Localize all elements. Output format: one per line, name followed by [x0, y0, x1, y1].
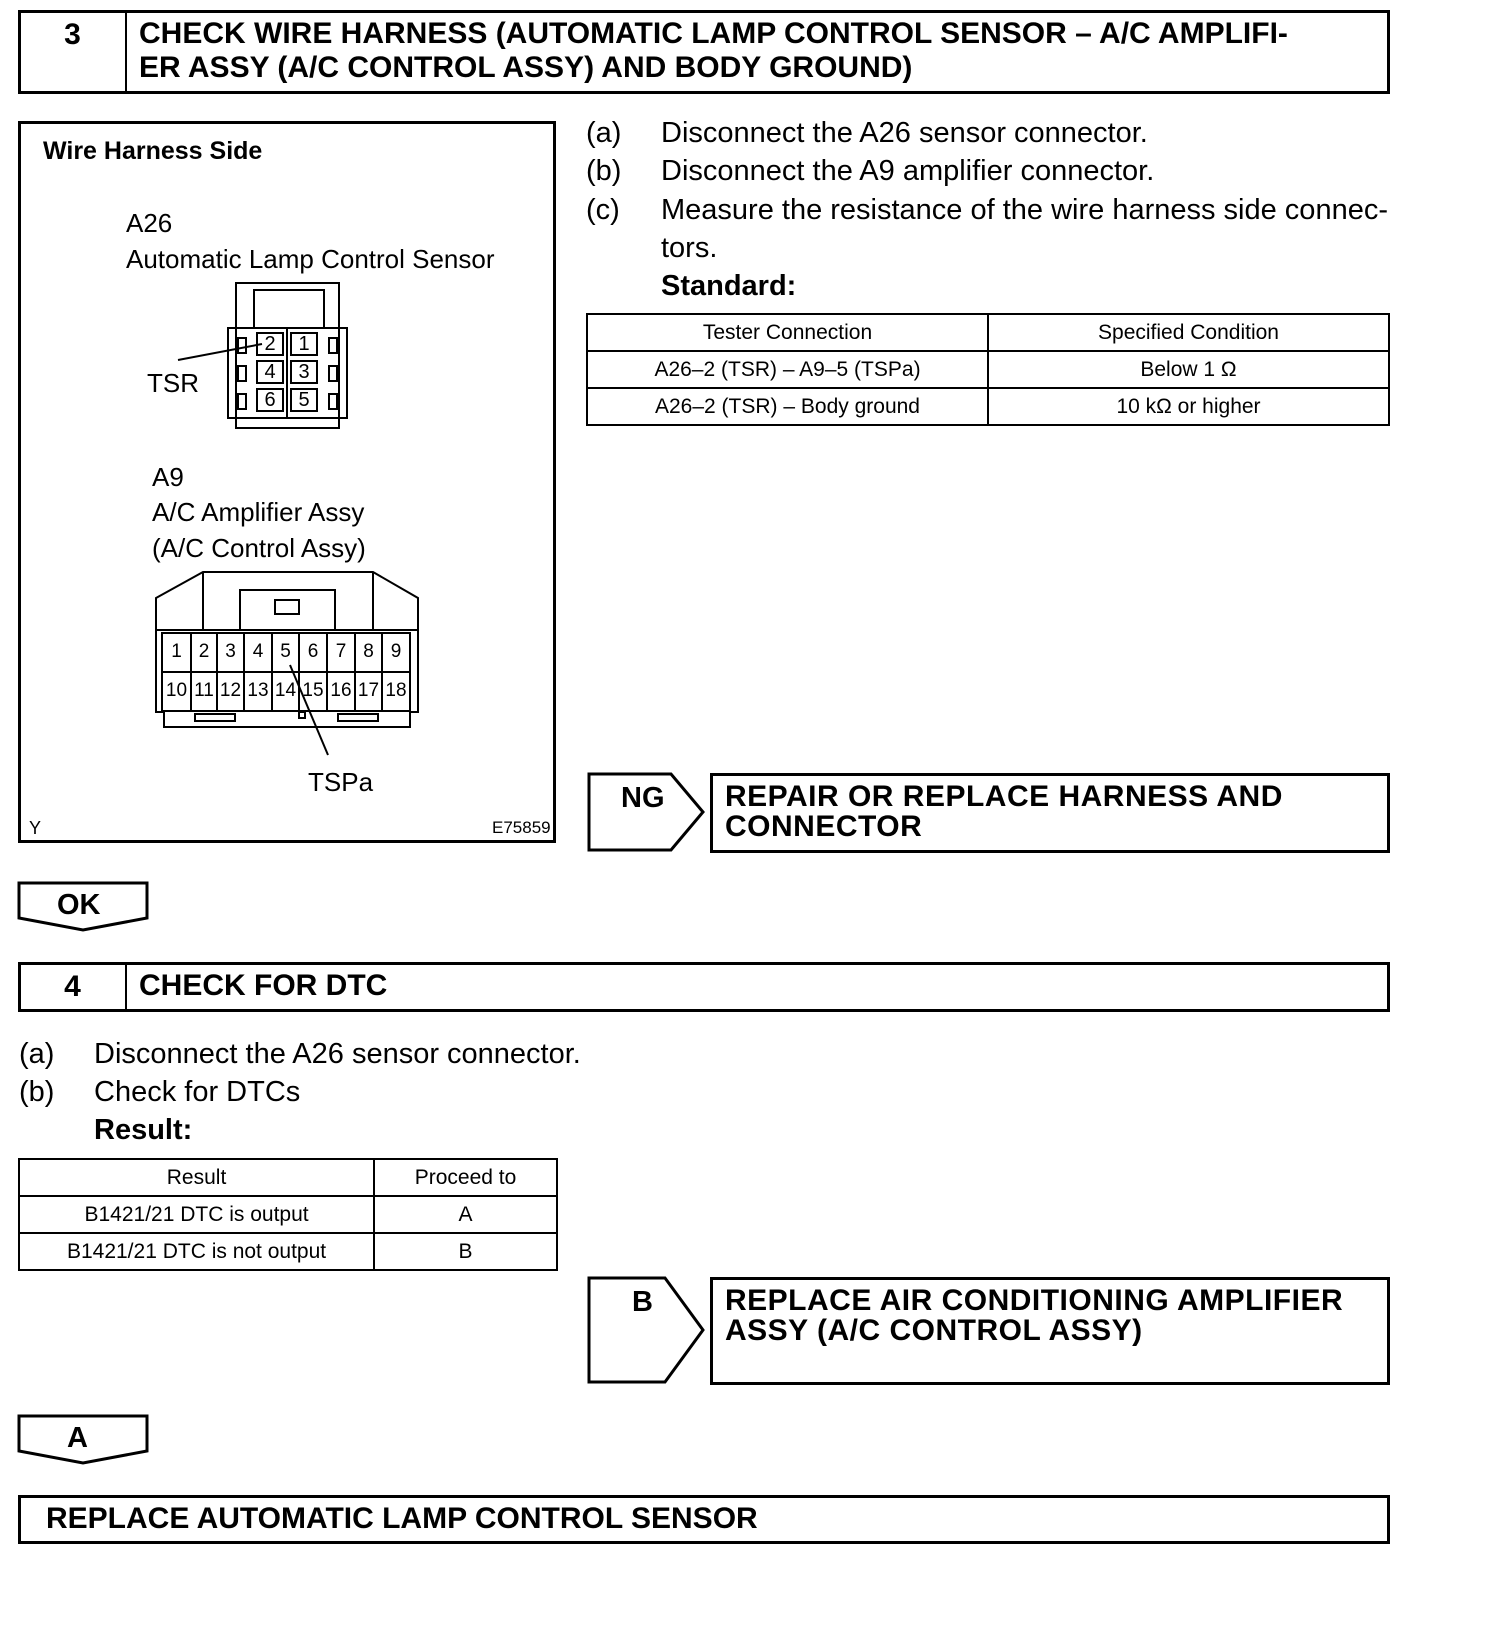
figure-corner-left: Y [29, 818, 42, 838]
a9-pin: 6 [307, 641, 319, 662]
figure-heading: Wire Harness Side [43, 137, 263, 165]
table-cell: B [374, 1233, 557, 1270]
a26-pin: 6 [264, 389, 276, 411]
result-label: Result: [94, 1114, 193, 1146]
table-header: Specified Condition [988, 314, 1389, 351]
step3-a-tag: (a) [586, 117, 622, 149]
a26-pin: 1 [298, 333, 310, 355]
a9-pin: 7 [335, 641, 347, 662]
step3-number: 3 [64, 18, 81, 51]
b-label: B [632, 1286, 653, 1318]
a9-pin: 5 [280, 641, 291, 662]
ng-action-line2: CONNECTOR [725, 810, 923, 843]
step4-header-divider [125, 964, 127, 1010]
step3-title-line1: CHECK WIRE HARNESS (AUTOMATIC LAMP CONTROL SENSOR – A/C AMPLIFI- [139, 17, 1288, 50]
table-cell: A [374, 1196, 557, 1233]
table-cell: B1421/21 DTC is output [19, 1196, 374, 1233]
a26-connector-diagram [0, 0, 560, 840]
a9-pin: 13 [247, 680, 269, 701]
step3-title-line2: ER ASSY (A/C CONTROL ASSY) AND BODY GROUND) [139, 51, 913, 84]
a9-pin: 12 [219, 680, 242, 701]
table-header: Result [19, 1159, 374, 1196]
b-action-line1: REPLACE AIR CONDITIONING AMPLIFIER [725, 1284, 1344, 1317]
step4-b-text: Check for DTCs [94, 1076, 301, 1108]
a26-pin: 4 [264, 361, 276, 383]
a9-pin: 11 [194, 680, 214, 701]
ok-label: OK [57, 889, 101, 921]
a-label: A [67, 1422, 88, 1454]
step4-title: CHECK FOR DTC [139, 969, 388, 1002]
a9-pin: 15 [302, 680, 324, 701]
step4-b-tag: (b) [19, 1076, 55, 1108]
a9-pin: 16 [330, 680, 352, 701]
table-header: Tester Connection [587, 314, 988, 351]
tsr-label: TSR [147, 368, 199, 398]
a9-name: A/C Amplifier Assy [152, 497, 365, 527]
step4-a-tag: (a) [19, 1038, 55, 1070]
table-header-row [19, 1159, 557, 1196]
a26-name: Automatic Lamp Control Sensor [126, 244, 495, 274]
a9-pin: 9 [390, 641, 402, 662]
a9-name-2: (A/C Control Assy) [152, 533, 366, 563]
a26-code: A26 [126, 208, 173, 238]
a9-pin: 18 [385, 680, 407, 701]
table-cell: Below 1 Ω [988, 351, 1389, 388]
a9-pin: 4 [252, 641, 264, 662]
step4-number: 4 [64, 970, 81, 1003]
figure-id: E75859 [492, 818, 551, 837]
table-cell: 10 kΩ or higher [988, 388, 1389, 425]
step3-b-tag: (b) [586, 155, 622, 187]
a26-pin: 3 [298, 361, 310, 383]
table-header-row [587, 314, 1389, 351]
a9-pin: 1 [171, 641, 182, 662]
table-cell: B1421/21 DTC is not output [19, 1233, 374, 1270]
a9-pin: 2 [198, 641, 210, 662]
a9-pin: 17 [357, 680, 380, 701]
ng-label: NG [621, 782, 665, 814]
a9-pin: 8 [363, 641, 374, 662]
final-action-title: REPLACE AUTOMATIC LAMP CONTROL SENSOR [46, 1502, 758, 1535]
b-action-line2: ASSY (A/C CONTROL ASSY) [725, 1314, 1143, 1347]
step3-c-text-line2: tors. [661, 232, 718, 264]
step4-a-text: Disconnect the A26 sensor connector. [94, 1038, 581, 1070]
a9-pin: 3 [225, 641, 236, 662]
a26-pin: 5 [298, 389, 310, 411]
a9-code: A9 [152, 462, 184, 492]
step3-c-text-line1: Measure the resistance of the wire harness side connec- [661, 194, 1388, 226]
a26-pin: 2 [264, 333, 276, 355]
table-cell: A26–2 (TSR) – A9–5 (TSPa) [587, 351, 988, 388]
table-row [587, 351, 1389, 388]
a9-pin: 14 [274, 680, 297, 701]
a9-pin: 10 [165, 680, 188, 701]
step3-b-text: Disconnect the A9 amplifier connector. [661, 155, 1155, 187]
table-row [19, 1196, 557, 1233]
step3-c-tag: (c) [586, 194, 620, 226]
table-cell: A26–2 (TSR) – Body ground [587, 388, 988, 425]
table-row [19, 1233, 557, 1270]
standard-label: Standard: [661, 270, 797, 302]
step3-a-text: Disconnect the A26 sensor connector. [661, 117, 1148, 149]
ng-action-line1: REPAIR OR REPLACE HARNESS AND [725, 780, 1283, 813]
tspa-label: TSPa [308, 767, 374, 797]
result-table [18, 1158, 558, 1271]
standard-table [586, 313, 1390, 426]
table-row [587, 388, 1389, 425]
table-header: Proceed to [374, 1159, 557, 1196]
